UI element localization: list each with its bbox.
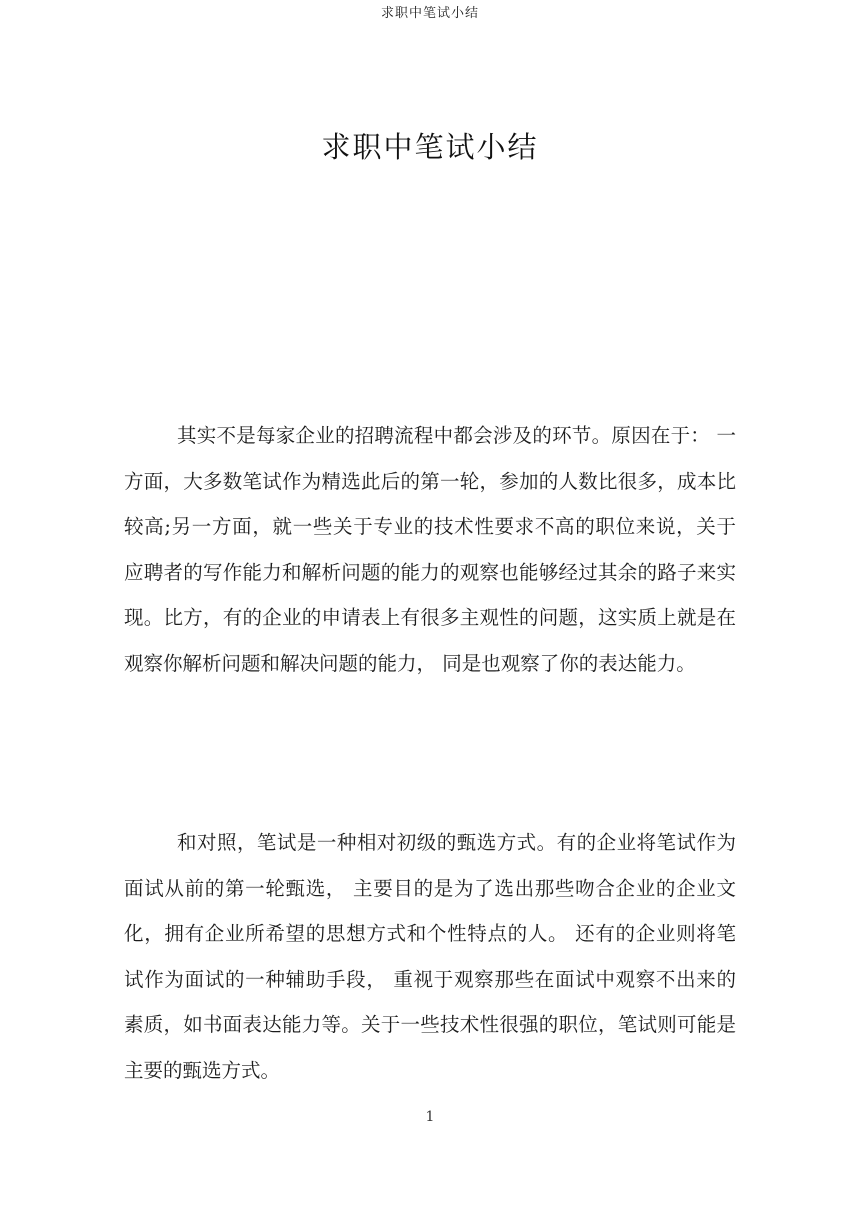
text-line: 化，拥有企业所希望的思想方式和个性特点的人。 还有的企业则将笔	[124, 922, 736, 945]
body-paragraph	[124, 413, 736, 686]
page-number: 1	[425, 1109, 435, 1125]
text-line: 应聘者的写作能力和解析问题的能力的观察也能够经过其余的路子来实	[124, 560, 736, 584]
text-line: 和对照，笔试是一种相对初级的甄选方式。有的企业将笔试作为	[177, 831, 736, 854]
document-body	[124, 413, 736, 1093]
text-line: 现。比方，有的企业的申请表上有很多主观性的问题，这实质上就是在	[124, 606, 736, 629]
body-paragraph	[124, 820, 736, 1093]
text-line: 试作为面试的一种辅助手段， 重视于观察那些在面试中观察不出来的	[124, 967, 736, 991]
text-line: 较高;另一方面，就一些关于专业的技术性要求不高的职位来说，关于	[124, 515, 736, 538]
text-line: 面试从前的第一轮甄选， 主要目的是为了选出那些吻合企业的企业文	[124, 876, 736, 900]
text-line: 主要的甄选方式。	[124, 1058, 281, 1082]
running-header: 求职中笔试小结	[380, 6, 479, 21]
text-line: 方面，大多数笔试作为精选此后的第一轮，参加的人数比很多，成本比	[124, 469, 736, 493]
document-title: 求职中笔试小结	[321, 130, 539, 164]
text-line: 素质，如书面表达能力等。关于一些技术性很强的职位，笔试则可能是	[124, 1013, 736, 1036]
text-line: 观察你解析问题和解决问题的能力， 同是也观察了你的表达能力。	[124, 651, 696, 675]
text-line: 其实不是每家企业的招聘流程中都会涉及的环节。原因在于： 一	[177, 424, 736, 447]
